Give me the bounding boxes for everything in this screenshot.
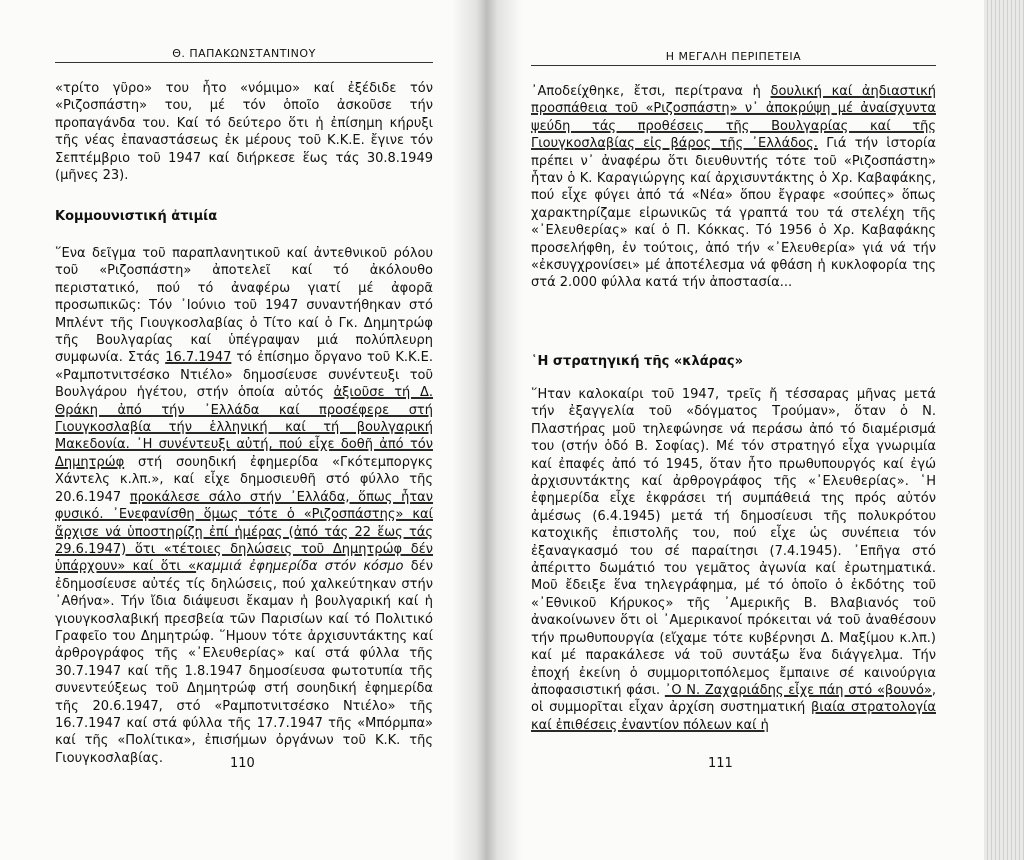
left-body-seg-4: δέν ἐδημοσίευσε αὐτές τίς δηλώσεις, πού χαλκεύτηκαν στήν ᾿Αθήνα». Τήν ἴδια διάψευσι ἔκαμαν ἡ βουλγαρική καί ἡ γιουγκοσλαβική πρεσβεία τῶν Παρισίων καί τό Πολιτικό Γραφεῖο του Δημητρώφ. ῞Ημουν τότε ἀρχισυντάκτης καί ἀρθρογράφος τῆς «᾿Ελευθερίας» καί στά φύλλα τῆς 30.7.1947 καί τῆς 1.8.1947 δημοσίευσα φωτοτυπία τῆς συνεντεύξεως τοῦ Δημητρώφ στή σουηδική ἐφημερίδα τῆς 20.6.1947, στό «Ραμποτνιτσέσκο Ντιέλο» τῆς 16.7.1947 καί στά φύλλα τῆς 17.7.1947 τῆς «Μπόρμπα» καί τῆς «Πολίτικα», ἐπισήμων ὀργάνων τοῦ Κ.Κ. τῆς Γιουγκοσλαβίας. <box>55 559 434 766</box>
left-intro-text: «τρίτο γῦρο» του ἦτο «νόμιμο» καί ἐξέδιδε τόν «Ριζοσπάστη» του, μέ τόν ὁποῖο ἀσκοῦσε τήν προπαγάνδα του. Καί τό δεύτερο ὅτι ἡ ἐπίσημη κήρυξι τῆς νέας ἐπαναστάσεως ἐκ μέρους τοῦ Κ.Κ.Ε. ἔγινε τόν Σεπτέμβριο τοῦ 1947 καί διήρκεσε ἕως τάς 30.8.1949 (μῆνες 23). <box>55 81 433 184</box>
left-section-body <box>55 245 433 767</box>
left-underline-date: 16.7.1947 <box>165 350 232 366</box>
right-intro-text <box>531 83 936 292</box>
right-intro-seg-1: ᾿Αποδείχθηκε, ἔτσι, περίτρανα ἡ <box>531 84 771 99</box>
right-body-paragraph <box>531 386 936 734</box>
left-body-seg-1: ῞Ενα δεῖγμα τοῦ παραπλανητικοῦ καί ἀντεθνικοῦ ρόλου τοῦ «Ριζοσπάστη» ἀποτελεῖ καί τό ἀκόλουθο περιστατικό, πού τό ἀναφέρω γιατί μέ ἀφορᾶ προσωπικῶς: Τόν ᾿Ιούνιο τοῦ 1947 συναντήθηκαν στό Μπλέντ τῆς Γιουγκοσλαβίας ὁ Τίτο καί ὁ Γκ. Δημητρώφ τῆς Βουλγαρίας καί ὑπέγραψαν μιά πολύπλευρη συμφωνία. Στάς <box>55 246 433 366</box>
page-number-right: 111 <box>708 756 733 771</box>
right-underline-passage: δουλική καί ἀηδιαστική προσπάθεια τοῦ «Ριζοσπάστη» ν᾿ ἀποκρύψη μέ ἀναίσχυντα ψεύδη τάς προθέσεις τῆς Βουλγαρίας καί τῆς Γιουγκοσλαβίας εἰς βάρος τῆς ᾿Ελλάδος. <box>531 84 937 152</box>
left-italic-phrase: καμμιά ἐφημερίδα στόν κόσμο <box>196 559 404 575</box>
right-page <box>486 0 1024 860</box>
right-section-body <box>531 386 936 734</box>
left-body-seg-2: τό ἐπίσημο ὄργανο τοῦ Κ.Κ.Ε. «Ραμποτνιτσέσκο Ντιέλο» δημοσίευσε συνέντευξι τοῦ Βουλγάρου ἡγέτου, στήν ὁποία αὐτός <box>55 350 433 401</box>
left-page <box>0 0 486 860</box>
right-underline-zachariadis: ᾿Ο Ν. Ζαχαριάδης εἶχε πάη στό «βουνό» <box>664 682 932 698</box>
right-section-heading: ῾Η στρατηγική τῆς «κλάρας» <box>531 354 743 369</box>
left-section-heading: Κομμουνιστική ἀτιμία <box>55 209 218 224</box>
left-body-seg-3: στή σουηδική ἐφημερίδα «Γκότεμποργκς Χάντελς κ.λπ.», καί εἶχε δημοσιευθῆ στό φύλλο τῆς 20.6.1947 <box>55 454 433 505</box>
right-body-seg-1: ῞Ηταν καλοκαίρι τοῦ 1947, τρεῖς ἤ τέσσαρας μῆνας μετά τήν ἐξαγγελία τοῦ «δόγματος Τρούμαν», ὅταν ὁ Ν. Πλαστήρας μοῦ τηλεφώνησε νά περάσω ἀπό τό διαμέρισμά του (στήν ὁδό Β. Σοφίας). Μέ τόν στρατηγό εἶχα γνωριμία καί ἐπαφές ἀπό τό 1945, ὅταν ἦτο πρωθυπουργός καί ἐγώ ἀρχισυντάκτης καί ἀρθρογράφος τῆς «᾿Ελευθερίας». ῾Η ἐφημερίδα εἶχε ἐκφράσει τή συμπάθειά της πρός αὐτόν ἀμέσως (6.4.1945) μετά τή δημοσίευσι τῆς πολυκρότου κατοχικῆς ἐπιστολῆς του, πού εἶχε ὡς συνέπεια τόν ἐξαναγκασμό του σέ παραίτησι (7.4.1945). ᾿Επῆγα στό ἀπέριττο δωμάτιό του γεμᾶτος ἀγωνία καί ἐρωτηματικά. Μοῦ ἔδειξε ἕνα τηλεγράφημα, μέ τό ὁποῖο ὁ ἐκδότης τοῦ «᾿Εθνικοῦ Κήρυκος» τῆς ᾿Αμερικῆς Β. Βλαβιανός τοῦ ἀνακοίνωνεν ὅτι οἱ ᾿Αμερικανοί πρόκειται νά τοῦ ἀναθέσουν τήν πρωθυπουργία (εἴχαμε τότε κυβέρνησι Δ. Μαξίμου κ.λπ.) καί μέ παρακάλεσε νά τοῦ συντάξω ἕνα διάγγελμα. Τήν ἐποχή ἐκείνη ὁ συμμοριτοπόλεμος ἔμπαινε σέ καινούργια ἀποφασιστική φάσι. <box>531 387 936 698</box>
right-body-seg-2: , οἱ συμμορῖται εἶχαν ἀρχίση συστηματική <box>531 682 936 716</box>
running-head-right: Η ΜΕΓΑΛΗ ΠΕΡΙΠΕΤΕΙΑ <box>531 50 936 66</box>
page-number-left: 110 <box>230 756 255 771</box>
left-body-paragraph <box>55 245 433 767</box>
left-underline-claim: ἀξιοῦσε τή Δ. Θράκη ἀπό τήν ᾿Ελλάδα καί προσέφερε στή Γιουγκοσλαβία τήν ἑλληνική καί τή βουλγαρική Μακεδονία. ᾿Η συνέντευξι αὐτή, πού εἶχε δοθῆ ἀπό τόν Δημητρώφ <box>55 385 433 470</box>
left-underline-rizospastis: προκάλεσε σάλο στήν ᾿Ελλάδα, ὅπως ἦταν φυσικό. ᾿Ενεφανίσθη ὅμως τότε ὁ «Ριζοσπάστης» καί ἄρχισε νά ὑποστηρίζη ἐπί ἡμέρας (ἀπό τάς 22 ἕως τάς 29.6.1947) ὅτι «τέτοιες δηλώσεις τοῦ Δημητρώφ δέν ὑπάρχουν» καί ὅτι « <box>55 489 434 575</box>
page-edges <box>984 0 1024 860</box>
right-intro-seg-2: Γιά τήν ἱστορία πρέπει ν᾿ ἀναφέρω ὅτι διευθυντής τότε τοῦ «Ριζοσπάστη» ἦταν ὁ Κ. Καραγιώργης καί ἀρχισυντάκτης ὁ Χρ. Καβαφάκης, πού εἶχε φύγει ἀπό τά «Νέα» ὅπου ἔγραφε «σούπες» ὅπως χαρακτηρίζαμε εἰρωνικῶς τά γραπτά του τά στελέχη τῆς «᾿Ελευθερίας» καί ὁ Π. Κόκκας. Τό 1956 ὁ Χρ. Καβαφάκης προσελήφθη, ἐν τούτοις, ἀπό τήν «᾿Ελευθερία» γιά νά τήν «ἐκσυγχρονίσει» μέ ἀποτέλεσμα νά φθάση ἡ κυκλοφορία της στά 2.000 φύλλα κατά τήν ἀποστασία... <box>531 136 936 291</box>
right-underline-recruitment: βιαία στρατολογία καί ἐπιθέσεις ἐναντίον πόλεων καί ἡ <box>531 700 936 733</box>
running-head-left: Θ. ΠΑΠΑΚΩΝΣΤΑΝΤΙΝΟΥ <box>55 47 433 63</box>
left-intro-paragraph <box>55 80 433 184</box>
right-intro-paragraph <box>531 83 936 292</box>
